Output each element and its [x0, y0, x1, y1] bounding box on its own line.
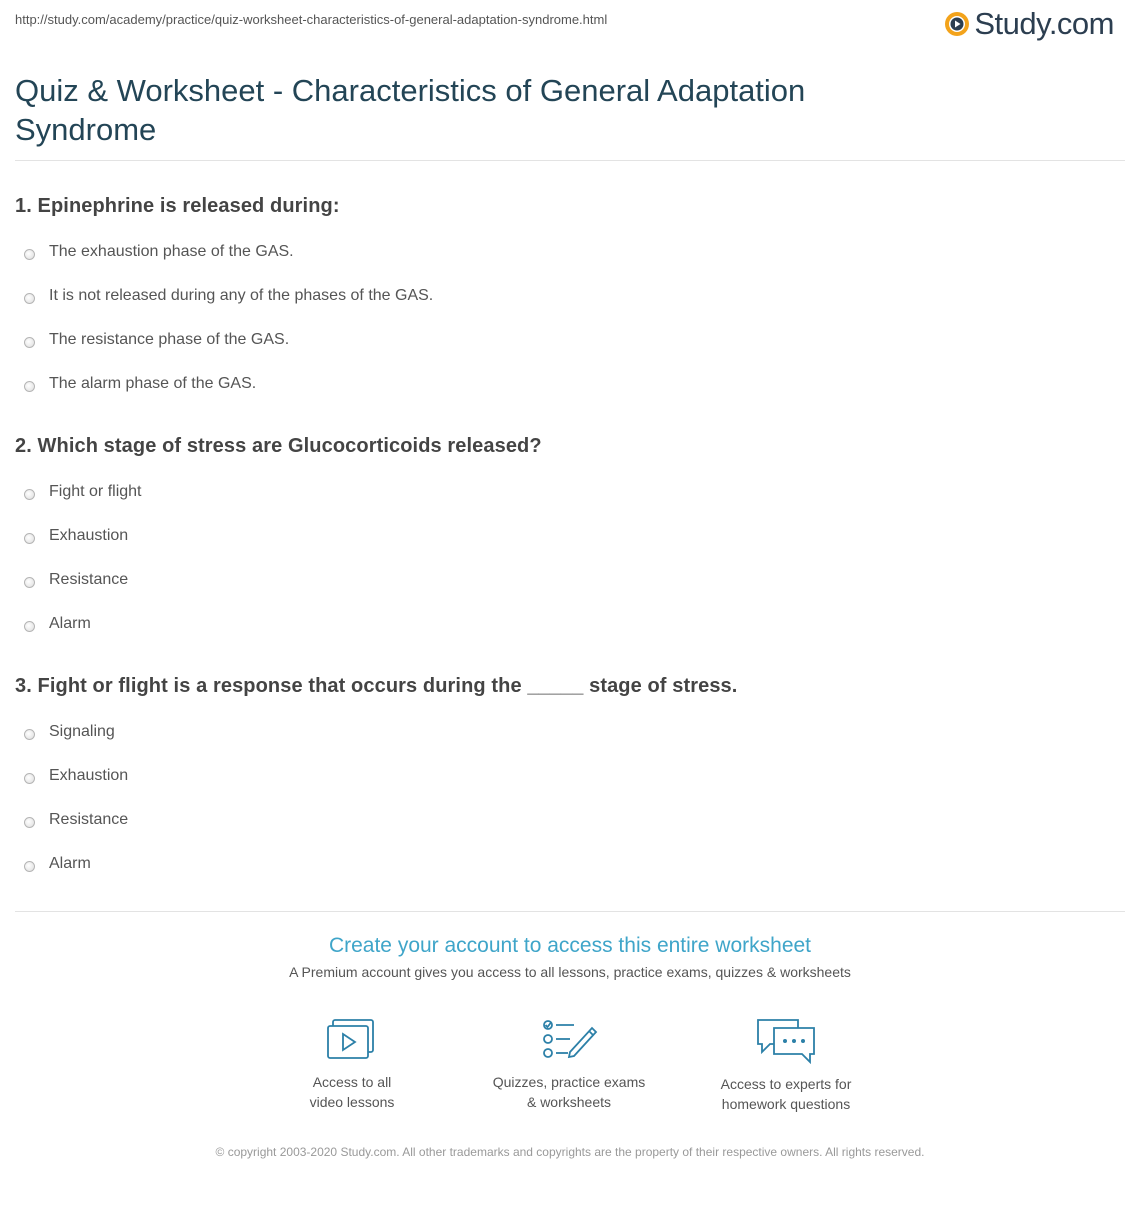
radio-button[interactable] — [24, 773, 35, 784]
feature-quizzes — [469, 1016, 669, 1112]
video-lessons-icon — [325, 1016, 379, 1062]
answer-option[interactable] — [15, 520, 1115, 564]
option-label: Alarm — [49, 615, 91, 632]
option-label: The exhaustion phase of the GAS. — [49, 243, 294, 260]
radio-button[interactable] — [24, 817, 35, 828]
option-label: Signaling — [49, 723, 115, 740]
option-list — [15, 476, 1115, 652]
question-text: 2. Which stage of stress are Glucocorticoids released? — [15, 435, 542, 457]
option-label: Alarm — [49, 855, 91, 872]
premium-cta — [0, 934, 1140, 980]
feature-label-line: Access to experts for — [720, 1076, 852, 1092]
option-label: Resistance — [49, 571, 129, 588]
option-label: The alarm phase of the GAS. — [49, 375, 257, 392]
question-3 — [15, 674, 1115, 892]
feature-label — [469, 1072, 669, 1112]
radio-button[interactable] — [24, 533, 35, 544]
answer-option[interactable] — [15, 608, 1115, 652]
cta-title-link[interactable]: Create your account to access this entire worksheet — [328, 934, 812, 957]
question-text: 3. Fight or flight is a response that occurs during the _____ stage of stress. — [15, 675, 738, 697]
cta-divider — [15, 911, 1125, 912]
radio-button[interactable] — [24, 621, 35, 632]
question-text: 1. Epinephrine is released during: — [15, 195, 340, 217]
answer-option[interactable] — [15, 280, 1115, 324]
answer-option[interactable] — [15, 804, 1115, 848]
page-title: Quiz & Worksheet - Characteristics of General Adaptation Syndrome — [15, 73, 806, 147]
answer-option[interactable] — [15, 716, 1115, 760]
answer-option[interactable] — [15, 476, 1115, 520]
feature-label — [252, 1072, 452, 1112]
option-label: The resistance phase of the GAS. — [49, 331, 290, 348]
radio-button[interactable] — [24, 729, 35, 740]
answer-option[interactable] — [15, 324, 1115, 368]
option-label: Exhaustion — [49, 767, 129, 784]
page-url: http://study.com/academy/practice/quiz-worksheet-characteristics-of-general-adaptation-syndrome.html — [15, 12, 608, 27]
question-1 — [15, 194, 1115, 412]
answer-option[interactable] — [15, 368, 1115, 412]
feature-label-line: Quizzes, practice exams — [492, 1074, 646, 1090]
answer-option[interactable] — [15, 236, 1115, 280]
radio-button[interactable] — [24, 577, 35, 588]
radio-button[interactable] — [24, 293, 35, 304]
feature-label-line: & worksheets — [526, 1094, 612, 1110]
radio-button[interactable] — [24, 337, 35, 348]
feature-experts — [686, 1016, 886, 1114]
play-circle-icon — [944, 11, 970, 37]
feature-label — [686, 1074, 886, 1114]
chat-bubbles-icon — [754, 1016, 818, 1064]
option-list — [15, 236, 1115, 412]
option-label: Fight or flight — [49, 483, 142, 500]
option-list — [15, 716, 1115, 892]
answer-option[interactable] — [15, 848, 1115, 892]
feature-video-lessons — [252, 1016, 452, 1112]
cta-subtitle: A Premium account gives you access to all lessons, practice exams, quizzes & worksheets — [289, 964, 851, 980]
quiz-checklist-icon — [540, 1016, 598, 1062]
radio-button[interactable] — [24, 861, 35, 872]
feature-label-line: video lessons — [309, 1094, 395, 1110]
radio-button[interactable] — [24, 249, 35, 260]
radio-button[interactable] — [24, 489, 35, 500]
study-logo[interactable] — [944, 8, 1114, 40]
question-2 — [15, 434, 1115, 652]
answer-option[interactable] — [15, 760, 1115, 804]
feature-label-line: Access to all — [312, 1074, 392, 1090]
option-label: It is not released during any of the phases of the GAS. — [49, 287, 434, 304]
radio-button[interactable] — [24, 381, 35, 392]
logo-text: Study.com — [974, 6, 1114, 41]
option-label: Resistance — [49, 811, 129, 828]
copyright-footer: © copyright 2003-2020 Study.com. All other trademarks and copyrights are the property of their respective owners. All rights reserved. — [215, 1145, 925, 1159]
title-divider — [15, 160, 1125, 161]
option-label: Exhaustion — [49, 527, 129, 544]
feature-label-line: homework questions — [721, 1096, 851, 1112]
answer-option[interactable] — [15, 564, 1115, 608]
